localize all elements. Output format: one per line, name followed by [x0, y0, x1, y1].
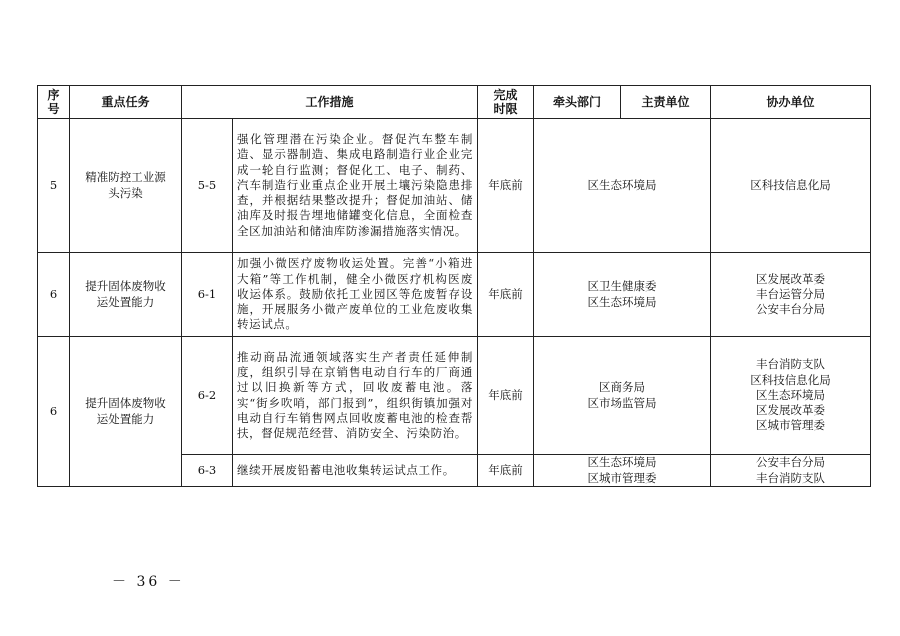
header-deadline [478, 86, 534, 119]
assist-unit: 丰台消防支队 [756, 470, 826, 485]
deadline-cell: 年底前 [478, 253, 534, 337]
responsible-unit: 区生态环境局 [587, 455, 657, 470]
table-row [38, 253, 871, 337]
assist-cell [711, 455, 871, 487]
responsible-unit: 区生态环境局 [587, 177, 657, 192]
header-lead: 牵头部门 [534, 86, 621, 119]
task-label: 精准防控工业源头污染 [85, 170, 166, 200]
header-measures: 工作措施 [182, 86, 478, 119]
deadline-cell: 年底前 [478, 337, 534, 455]
measure-cell: 加强小微医疗废物收运处置。完善“小箱进大箱”等工作机制，健全小微医疗机构医废收运体系。鼓励依托工业园区等危废暂存设施，开展服务小微产废单位的工业危废收集转运试点。 [233, 253, 478, 337]
responsible-cell [534, 455, 711, 487]
table-row [38, 337, 871, 455]
header-assist: 协办单位 [711, 86, 871, 119]
code-cell: 6-3 [182, 455, 233, 487]
task-cell [70, 337, 182, 487]
measure-cell: 推动商品流通领域落实生产者责任延伸制度，组织引导在京销售电动自行车的厂商通过以旧换新等方式，回收废蓄电池。落实“街乡吹哨，部门报到”，组织街镇加强对电动自行车销售网点回收废蓄电池的检查帮扶，督促规范经营、消防安全、污染防治。 [233, 337, 478, 455]
code-cell: 6-1 [182, 253, 233, 337]
assist-unit: 区发展改革委 [756, 403, 826, 418]
responsible-cell [534, 119, 711, 253]
responsible-cell [534, 337, 711, 455]
assist-unit: 区科技信息化局 [750, 177, 831, 192]
assist-unit: 区城市管理委 [756, 418, 826, 433]
responsible-unit: 区商务局 [599, 380, 646, 395]
deadline-cell: 年底前 [478, 455, 534, 487]
task-label: 提升固体废物收运处置能力 [85, 279, 166, 309]
responsible-unit: 区城市管理委 [587, 470, 657, 485]
task-table [37, 85, 871, 487]
assist-unit: 区发展改革委 [756, 271, 826, 286]
assist-cell [711, 253, 871, 337]
assist-cell [711, 119, 871, 253]
code-cell: 6-2 [182, 337, 233, 455]
responsible-unit: 区生态环境局 [587, 294, 657, 309]
assist-cell [711, 337, 871, 455]
task-cell [70, 119, 182, 253]
assist-unit: 丰台运管分局 [756, 286, 826, 301]
header-responsible: 主责单位 [621, 86, 711, 119]
table-row [38, 119, 871, 253]
code-cell: 5-5 [182, 119, 233, 253]
header-seq: 序号 [38, 86, 70, 119]
task-cell [70, 253, 182, 337]
assist-unit: 区科技信息化局 [750, 372, 831, 387]
seq-cell: 6 [38, 253, 70, 337]
assist-unit: 公安丰台分局 [756, 455, 826, 470]
assist-unit: 丰台消防支队 [756, 357, 826, 372]
task-label: 提升固体废物收运处置能力 [85, 396, 166, 426]
header-deadline-label: 完成时限 [493, 88, 518, 116]
header-task: 重点任务 [70, 86, 182, 119]
assist-unit: 公安丰台分局 [756, 302, 826, 317]
responsible-unit: 区市场监管局 [587, 395, 657, 410]
assist-unit: 区生态环境局 [756, 387, 826, 402]
seq-cell: 6 [38, 337, 70, 487]
responsible-unit: 区卫生健康委 [587, 279, 657, 294]
responsible-cell [534, 253, 711, 337]
measure-cell: 继续开展废铅蓄电池收集转运试点工作。 [233, 455, 478, 487]
measure-cell: 强化管理潜在污染企业。督促汽车整车制造、显示器制造、集成电路制造行业企业完成一轮自行监测；督促化工、电子、制药、汽车制造行业重点企业开展土壤污染隐患排查，并根据结果整改提升；督促加油站、储油库及时报告埋地储罐变化信息，全面检查全区加油站和储油库防渗漏措施落实情况。 [233, 119, 478, 253]
deadline-cell: 年底前 [478, 119, 534, 253]
table-header-row [38, 86, 871, 119]
seq-cell: 5 [38, 119, 70, 253]
page-number: － 36 － [112, 574, 185, 590]
